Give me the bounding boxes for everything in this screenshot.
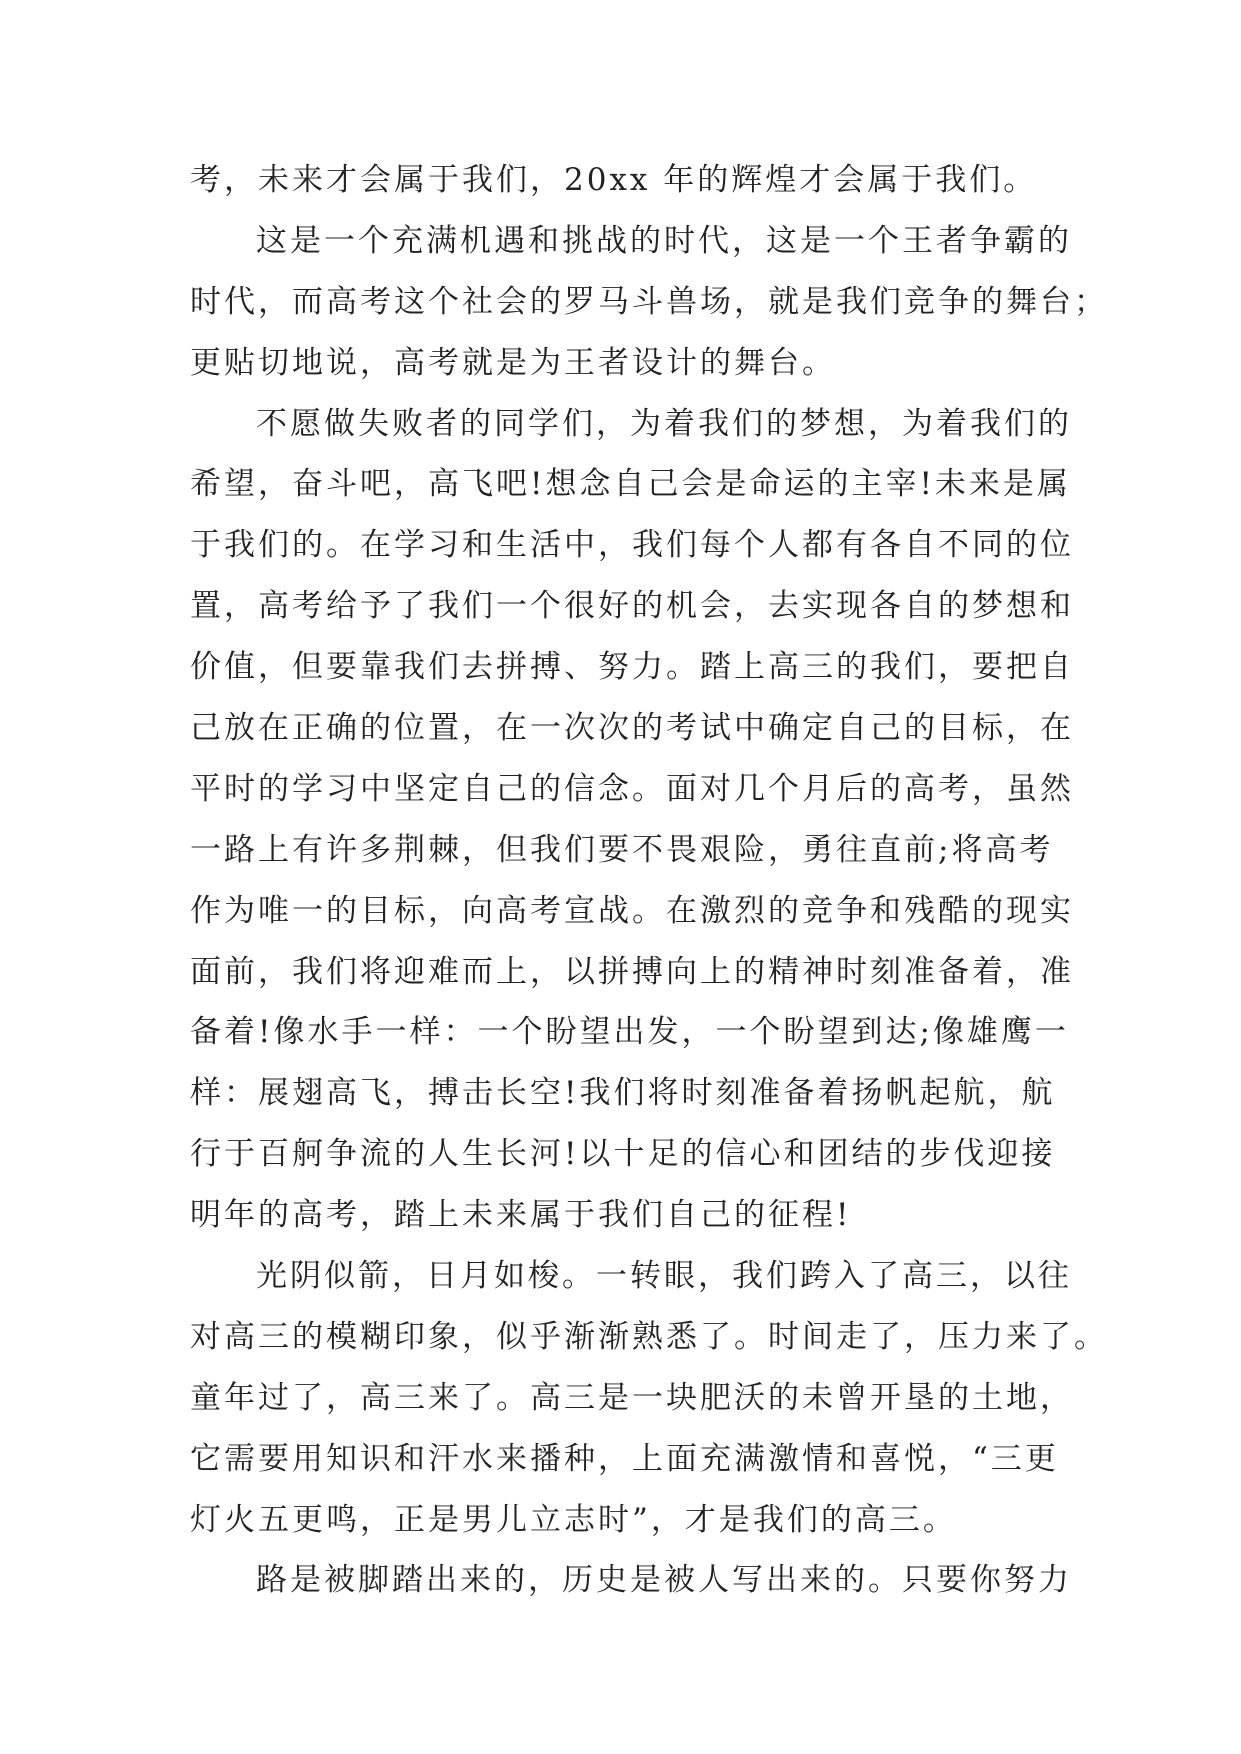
- text-line: 灯火五更鸣，正是男儿立志时”，才是我们的高三。: [190, 1501, 957, 1538]
- paragraph-4: [190, 1246, 1108, 1550]
- text-line: 己放在正确的位置，在一次次的考试中确定自己的目标，在: [190, 710, 1074, 747]
- paragraph-3: [190, 394, 1074, 1246]
- document-body: [190, 150, 1108, 1611]
- text-line: 不愿做失败者的同学们，为着我们的梦想，为着我们的: [256, 405, 1072, 442]
- text-line: 童年过了，高三来了。高三是一块肥沃的未曾开垦的土地，: [190, 1379, 1074, 1416]
- text-line: 更贴切地说，高考就是为王者设计的舞台。: [190, 344, 836, 381]
- text-line: 一路上有许多荆棘，但我们要不畏艰险，勇往直前;将高考: [190, 831, 1054, 868]
- text-line: 对高三的模糊印象，似乎渐渐熟悉了。时间走了，压力来了。: [190, 1318, 1108, 1355]
- text-line: 样：展翅高飞，搏击长空!我们将时刻准备着扬帆起航，航: [190, 1075, 1056, 1112]
- text-line: 作为唯一的目标，向高考宣战。在激烈的竞争和残酷的现实: [190, 892, 1074, 929]
- paragraph-5: [190, 1550, 1070, 1611]
- text-line: 明年的高考，踏上未来属于我们自己的征程!: [190, 1197, 852, 1234]
- text-line: 置，高考给予了我们一个很好的机会，去实现各自的梦想和: [190, 588, 1074, 625]
- text-line: 平时的学习中坚定自己的信念。面对几个月后的高考，虽然: [190, 770, 1074, 807]
- text-line: 于我们的。在学习和生活中，我们每个人都有各自不同的位: [190, 527, 1074, 564]
- text-line: 希望，奋斗吧，高飞吧!想念自己会是命运的主宰!未来是属: [190, 466, 1071, 503]
- text-line: 这是一个充满机遇和挑战的时代，这是一个王者争霸的: [256, 222, 1072, 259]
- text-line: 光阴似箭，日月如梭。一转眼，我们跨入了高三，以往: [256, 1258, 1072, 1295]
- text-line: 考，未来才会属于我们，20xx 年的辉煌才会属于我们。: [190, 162, 1038, 198]
- text-line: 它需要用知识和汗水来播种，上面充满激情和喜悦，“三更: [190, 1440, 1059, 1477]
- paragraph-2: [190, 211, 1108, 394]
- text-line: 时代，而高考这个社会的罗马斗兽场，就是我们竞争的舞台；: [190, 283, 1108, 320]
- text-line: 价值，但要靠我们去拼搏、努力。踏上高三的我们，要把自: [190, 649, 1074, 686]
- paragraph-1: [190, 150, 1070, 211]
- text-line: 路是被脚踏出来的，历史是被人写出来的。只要你努力: [256, 1562, 1072, 1599]
- text-line: 备着!像水手一样：一个盼望出发，一个盼望到达;像雄鹰一: [190, 1014, 1069, 1051]
- text-line: 面前，我们将迎难而上，以拼搏向上的精神时刻准备着，准: [190, 953, 1074, 990]
- text-line: 行于百舸争流的人生长河!以十足的信心和团结的步伐迎接: [190, 1136, 1056, 1173]
